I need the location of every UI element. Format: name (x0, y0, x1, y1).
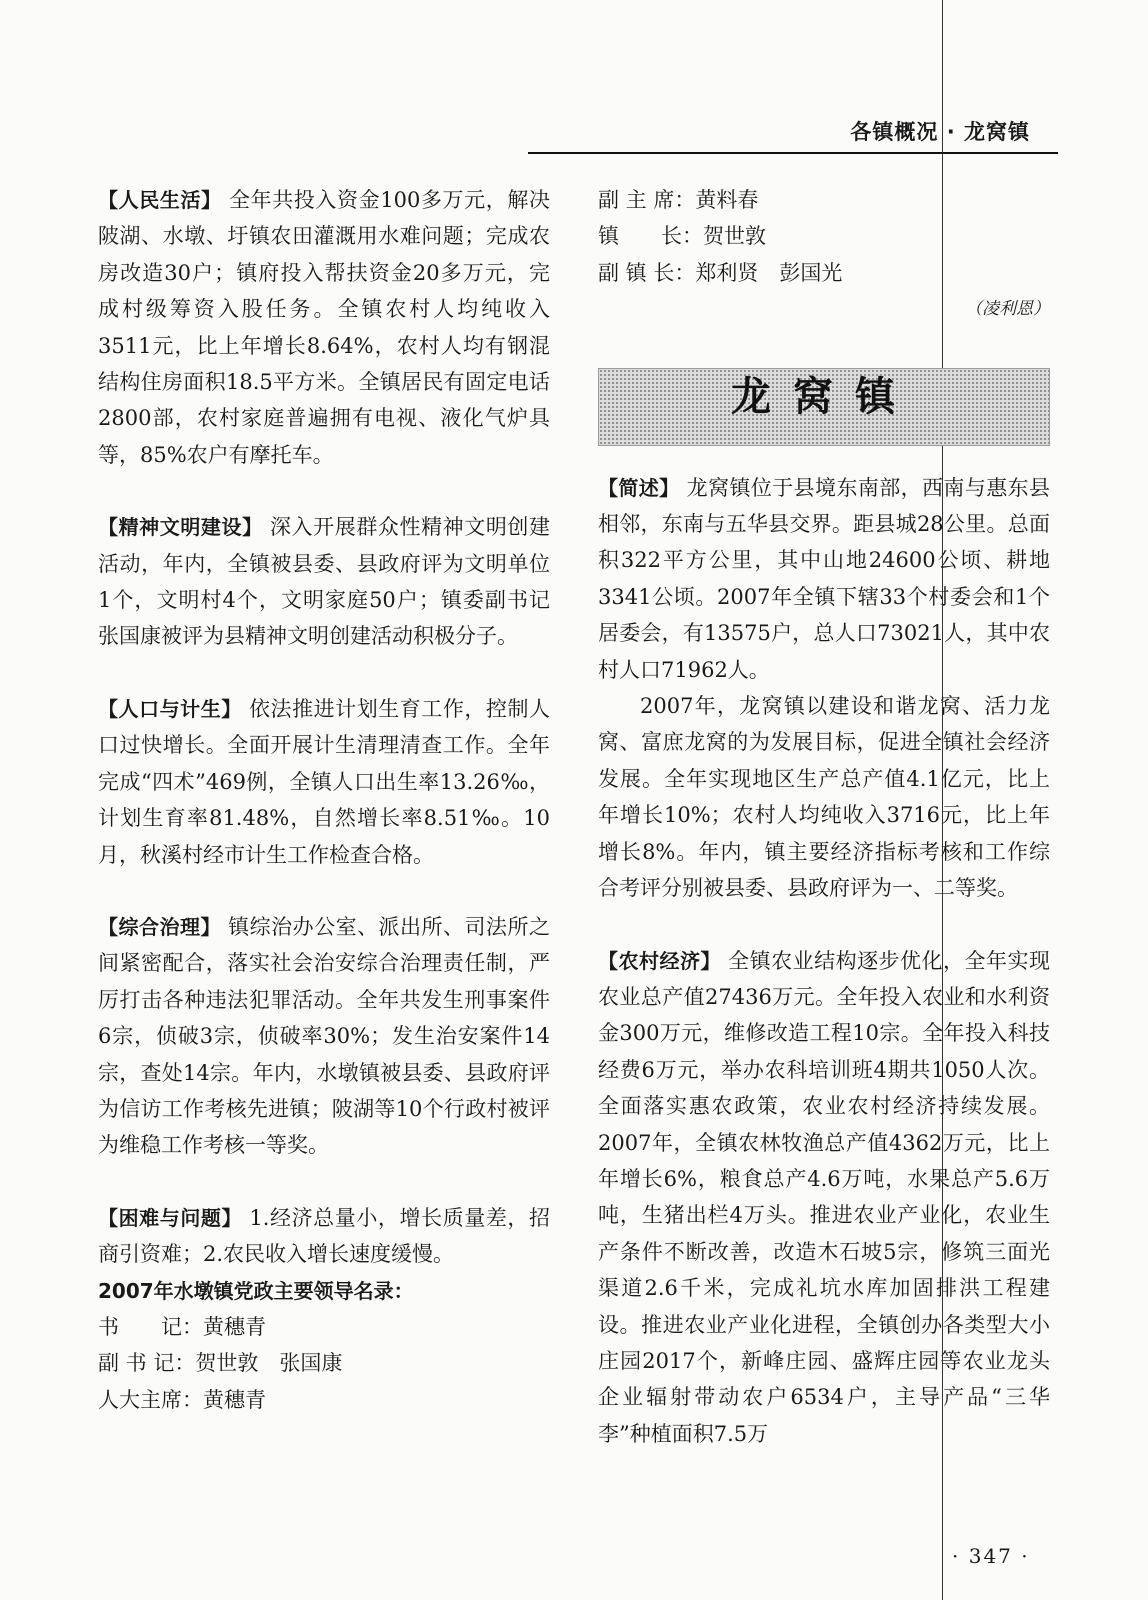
paragraph-development: 2007年，龙窝镇以建设和谐龙窝、活力龙窝、富庶龙窝的为发展目标，促进全镇社会经济发展。全年实现地区生产总产值4.1亿元，比上年增长10%；农村人均纯收入3716元，比上年增长8%。年内，镇主要经济指标考核和工作综合考评分别被县委、县政府评为一、二等奖。 (598, 694, 1050, 901)
page-number: · 347 · (952, 1544, 1030, 1568)
paragraph-overview (598, 470, 1050, 688)
section-body: 1.经济总量小，增长质量差，招商引资难；2.农民收入增长速度缓慢。 (98, 1205, 550, 1267)
running-header (528, 110, 1058, 154)
section-body: 全年共投入资金100多万元，解决陂湖、水墩、圩镇农田灌溉用水难问题；完成农房改造30户；镇府投入帮扶资金20多万元，完成村级筹资入股任务。全镇农村人均纯收入3511元，比上年增长8.64%，农村人均有钢混结构住房面积18.5平方米。全镇居民有固定电话2800部，农村家庭普遍拥有电视、液化气炉具等，85%农户有摩托车。 (98, 188, 550, 467)
section-head: 【农村经济】 (598, 948, 721, 973)
author-credit: （凌利恩） (965, 299, 1050, 320)
header-rule (528, 152, 1058, 154)
leader-line: 副 书 记：贺世敦 张国康 (98, 1351, 343, 1376)
right-column (598, 182, 1050, 1452)
leader-line: 书 记：黄穗青 (98, 1314, 266, 1339)
section-head: 【困难与问题】 (98, 1205, 243, 1230)
section-body: 龙窝镇位于县境东南部，西南与惠东县相邻，东南与五华县交界。距县城28公里。总面积322平方公里，其中山地24600公顷、耕地3341公顷。2007年全镇下辖33个村委会和1个居委会，有13575户，总人口73021人，其中农村人口71962人。 (598, 475, 1051, 682)
left-column (98, 182, 550, 1418)
section-head: 【人口与计生】 (98, 696, 242, 721)
leader-line: 镇 长：贺世敦 (598, 224, 766, 249)
section-head: 【综合治理】 (98, 914, 221, 939)
paragraph-problems (98, 1200, 550, 1273)
paragraph-rural-economy (598, 943, 1050, 1453)
section-head: 【简述】 (598, 475, 680, 500)
section-body: 依法推进计划生育工作，控制人口过快增长。全面开展计生清理清查工作。全年完成“四术”469例，全镇人口出生率13.26‰，计划生育率81.48%，自然增长率8.51‰。10月，秋溪村经市计生工作检查合格。 (98, 696, 551, 867)
leader-line: 副 镇 长：郑利贤 彭国光 (598, 260, 843, 285)
leader-line: 人大主席：黄穗青 (98, 1387, 266, 1412)
paragraph-civilization (98, 509, 550, 655)
section-body: 镇综治办公室、派出所、司法所之间紧密配合，落实社会治安综合治理责任制，严厉打击各种违法犯罪活动。全年共发生刑事案件6宗，侦破3宗，侦破率30%；发生治安案件14宗，查处14宗。年内，水墩镇被县委、县政府评为信访工作考核先进镇；陂湖等10个行政村被评为维稳工作考核一等奖。 (98, 914, 550, 1158)
leader-line: 副 主 席：黄料春 (598, 188, 759, 212)
leaders-title: 2007年水墩镇党政主要领导名录： (98, 1278, 414, 1303)
section-body: 深入开展群众性精神文明创建活动，年内，全镇被县委、县政府评为文明单位1个，文明村4个，文明家庭50户；镇委副书记张国康被评为县精神文明创建活动积极分子。 (98, 515, 551, 649)
section-head: 【人民生活】 (98, 188, 222, 212)
section-body: 全镇农业结构逐步优化，全年实现农业总产值27436万元。全年投入农业和水利资金300万元，维修改造工程10宗。全年投入科技经费6万元，举办农科培训班4期共1050人次。全面落实惠农政策，农业农村经济持续发展。2007年，全镇农林牧渔总产值4362万元，比上年增长6%，粮食总产4.6万吨，水果总产5.6万吨，生猪出栏4万头。推进农业产业化，农业生产条件不断改善，改造木石坡5宗，修筑三面光渠道2.6千米，完成礼坑水库加固排洪工程建设。推进农业产业化进程，全镇创办各类型大小庄园2017个，新峰庄园、盛辉庄园等农业龙头企业辐射带动农户6534户，主导产品“三华李”种植面积7.5万 (598, 948, 1050, 1446)
paragraph-people-life (98, 182, 550, 473)
section-title: 各镇概况 · 龙窝镇 (850, 120, 1030, 144)
town-title: 龙窝镇 (731, 372, 917, 420)
section-head: 【精神文明建设】 (98, 515, 263, 540)
town-title-banner (598, 368, 1050, 446)
paragraph-population (98, 691, 550, 873)
paragraph-governance (98, 909, 550, 1164)
